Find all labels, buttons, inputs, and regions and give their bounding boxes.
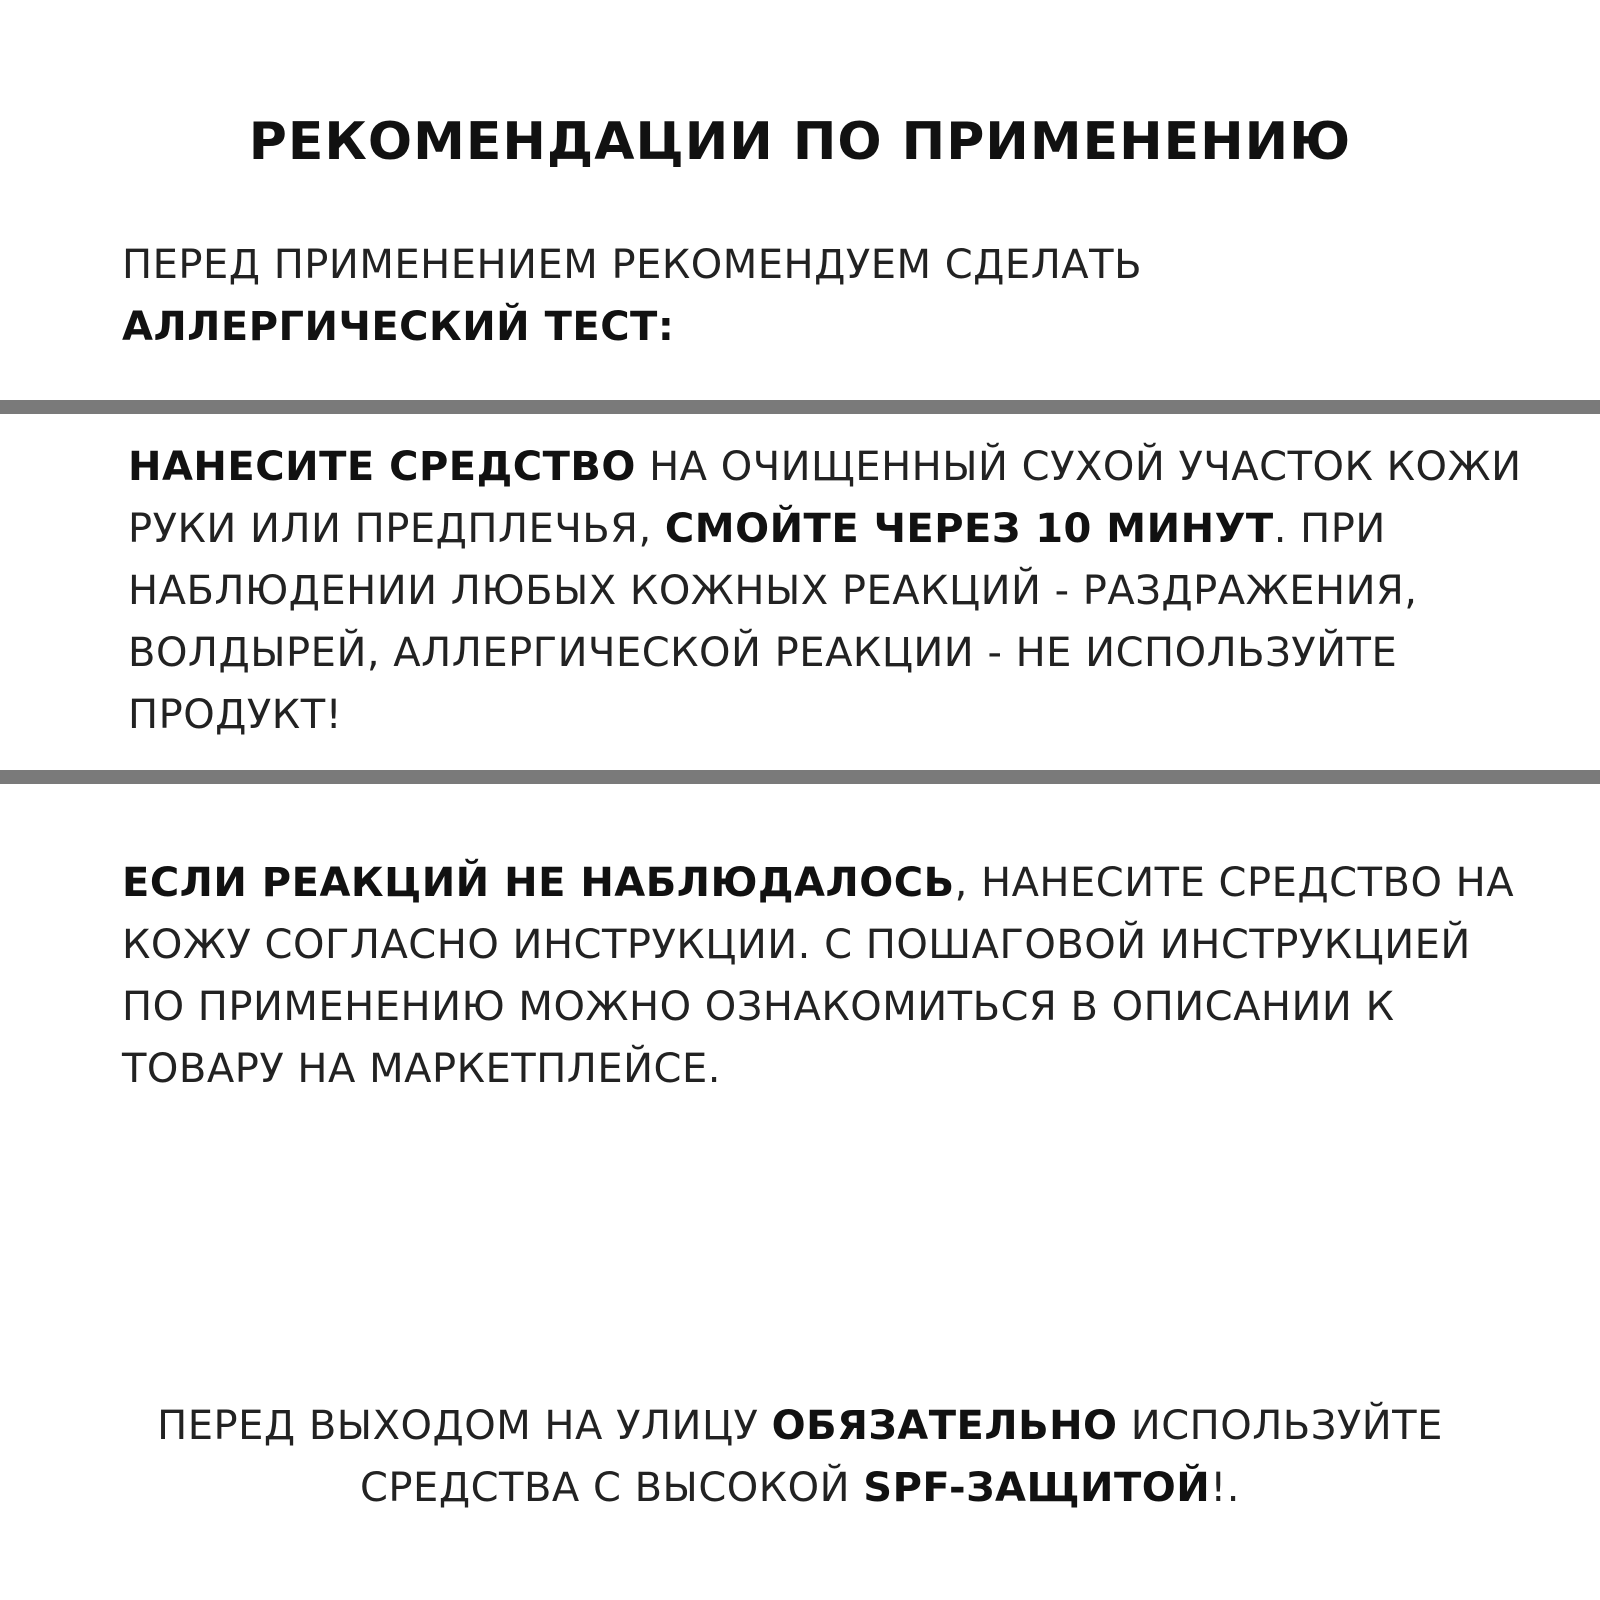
spf-text-1: ПЕРЕД ВЫХОДОМ НА УЛИЦУ bbox=[157, 1403, 772, 1449]
spf-bold-mandatory: ОБЯЗАТЕЛЬНО bbox=[771, 1403, 1118, 1449]
spf-text-2: ИСПОЛЬЗУЙТЕ bbox=[1117, 1403, 1443, 1449]
after-bold-text: ЕСЛИ РЕАКЦИЙ НЕ НАБЛЮДАЛОСЬ bbox=[122, 860, 955, 906]
allergy-test-paragraph bbox=[128, 436, 1528, 746]
divider-bottom bbox=[0, 770, 1600, 784]
intro-paragraph bbox=[122, 234, 1502, 358]
spf-text-2-cont: СРЕДСТВА С ВЫСОКОЙ bbox=[360, 1465, 864, 1511]
intro-text: ПЕРЕД ПРИМЕНЕНИЕМ РЕКОМЕНДУЕМ СДЕЛАТЬ bbox=[122, 242, 1143, 288]
intro-bold-text: АЛЛЕРГИЧЕСКИЙ ТЕСТ: bbox=[122, 304, 675, 350]
divider-top bbox=[0, 400, 1600, 414]
spf-bold-protection: SPF-ЗАЩИТОЙ bbox=[863, 1465, 1211, 1511]
test-text-2: . ПРИ НАБЛЮДЕНИИ ЛЮБЫХ КОЖНЫХ РЕАКЦИЙ - РАЗДРАЖЕНИЯ, ВОЛДЫРЕЙ, АЛЛЕРГИЧЕСКОЙ РЕАКЦИИ - НЕ ИСПОЛЬЗУЙТЕ ПРОДУКТ! bbox=[128, 506, 1418, 738]
test-bold-wash: СМОЙТЕ ЧЕРЕЗ 10 МИНУТ bbox=[664, 506, 1274, 552]
test-text-1: НА ОЧИЩЕННЫЙ СУХОЙ УЧАСТОК КОЖИ РУКИ ИЛИ ПРЕДПЛЕЧЬЯ, bbox=[128, 444, 1522, 552]
page-title: РЕКОМЕНДАЦИИ ПО ПРИМЕНЕНИЮ bbox=[248, 112, 1352, 172]
after-text: , НАНЕСИТЕ СРЕДСТВО НА КОЖУ СОГЛАСНО ИНСТРУКЦИИ. С ПОШАГОВОЙ ИНСТРУКЦИЕЙ ПО ПРИМЕНЕНИЮ МОЖНО ОЗНАКОМИТЬСЯ В ОПИСАНИИ К ТОВАРУ НА МАРКЕТПЛЕЙСЕ. bbox=[122, 860, 1515, 1092]
after-test-paragraph bbox=[122, 852, 1542, 1100]
spf-paragraph bbox=[0, 1395, 1600, 1519]
spf-text-3: !. bbox=[1210, 1465, 1240, 1511]
test-bold-apply: НАНЕСИТЕ СРЕДСТВО bbox=[128, 444, 636, 490]
